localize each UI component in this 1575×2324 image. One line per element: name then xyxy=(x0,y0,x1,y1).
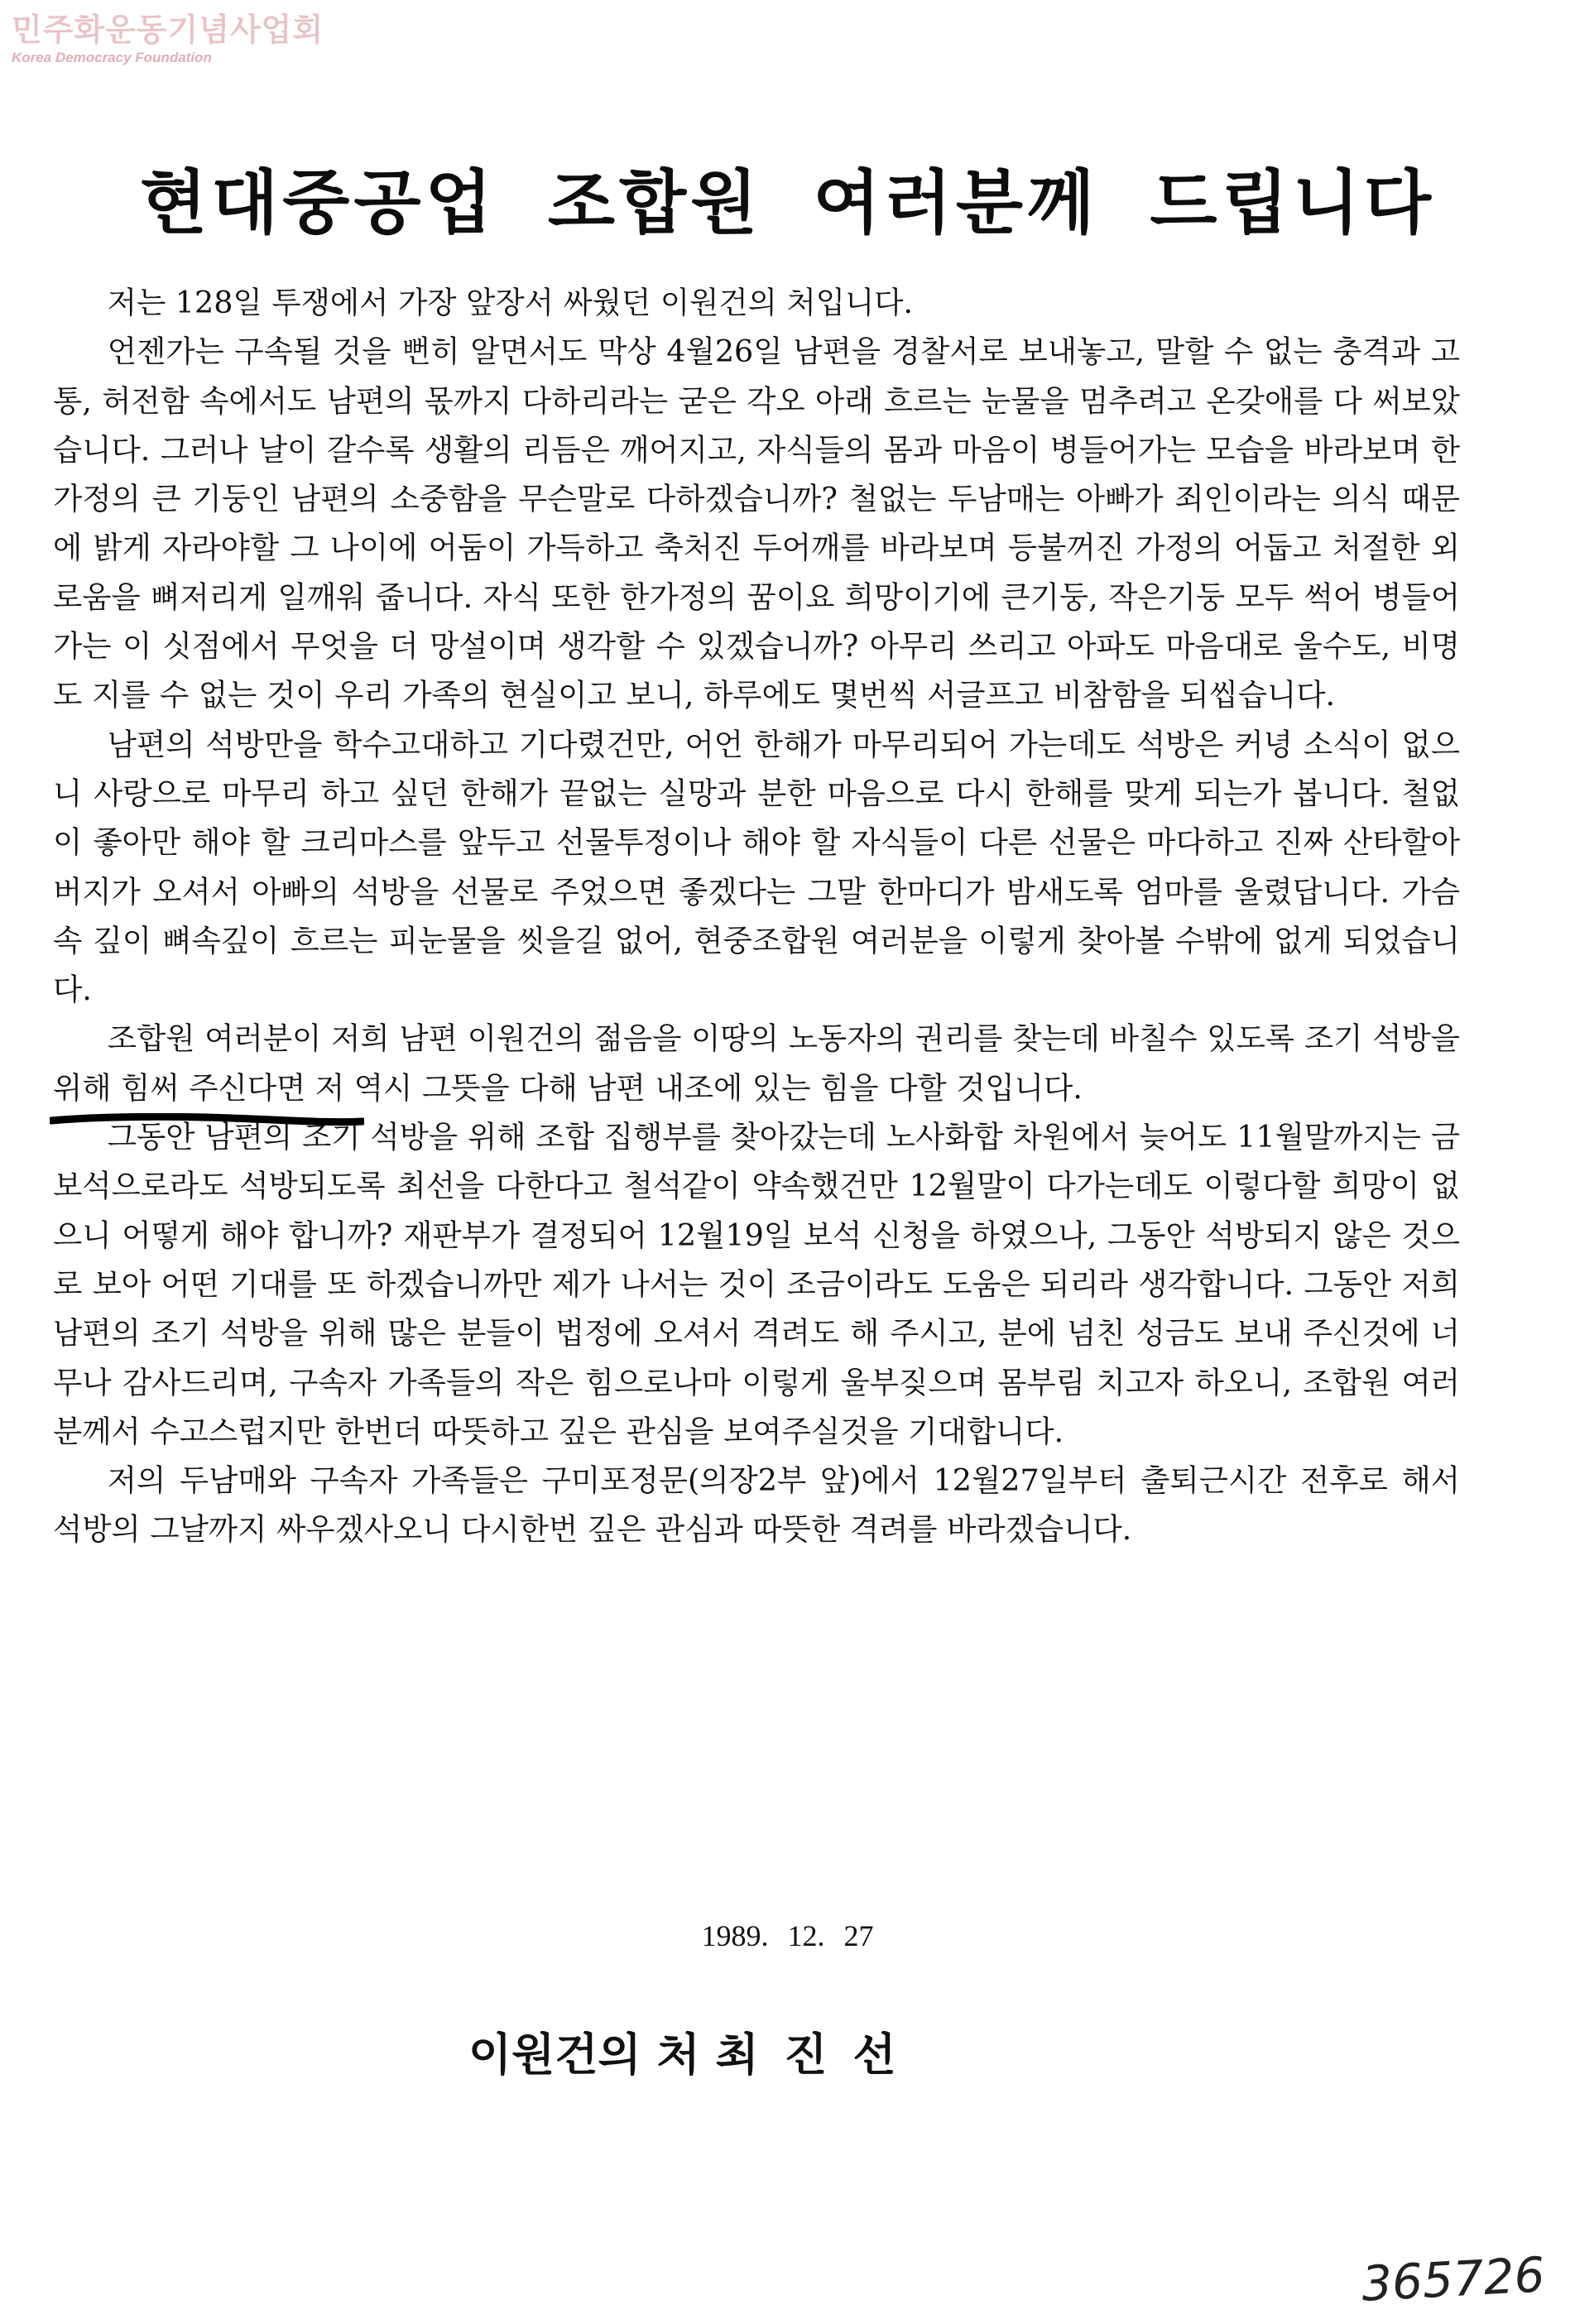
watermark-korean: 민주화운동기념사업회 xyxy=(12,12,324,48)
foundation-watermark xyxy=(12,12,324,66)
document-title: 현대중공업 조합원 여러분께 드립니다 xyxy=(139,162,1436,243)
paragraph-3: 남편의 석방만을 학수고대하고 기다렸건만, 어언 한해가 마무리되어 가는데도 석방은 커녕 소식이 없으니 사랑으로 마무리 하고 싶던 한해가 끝없는 실망과 분한 마음으로 다시 한해를 맞게 되는가 봅니다. 철없이 좋아만 해야 할 크리마스를 앞두고 선물투정이나 해야 할 자식들이 다른 선물은 마다하고 진짜 산타할아버지가 오셔서 아빠의 석방을 선물로 주었으면 좋겠다는 그말 한마디가 밤새도록 엄마를 울렸답니다. 가슴속 깊이 뼈속깊이 흐르는 피눈물을 씻을길 없어, 현중조합원 여러분을 이렇게 찾아볼 수밖에 없게 되었습니다. xyxy=(53,726,1460,1008)
handwritten-archive-number: 365726 xyxy=(1360,2246,1547,2312)
signature-prefix: 이원건의 처 xyxy=(468,2029,700,2081)
signature-name: 최 진 선 xyxy=(715,2029,901,2081)
paragraph-1: 저는 128일 투쟁에서 가장 앞장서 싸웠던 이원건의 처입니다. xyxy=(107,285,914,320)
letter-body xyxy=(53,278,1460,1554)
ink-strike-mark xyxy=(50,1113,364,1126)
paragraph-6: 저의 두남매와 구속자 가족들은 구미포정문(의장2부 앞)에서 12월27일부터 출퇴근시간 전후로 해서 석방의 그날까지 싸우겠사오니 다시한번 깊은 관심과 따뜻한 격려를 바라겠습니다. xyxy=(53,1462,1460,1548)
paragraph-5: 그동안 남편의 조기 석방을 위해 조합 집행부를 찾아갔는데 노사화합 차원에서 늦어도 11월말까지는 금보석으로라도 석방되도록 최선을 다한다고 철석같이 약속했건만 12월말이 다가는데도 이렇다할 희망이 없으니 어떻게 해야 합니까? 재판부가 결정되어 12월19일 보석 신청을 하였으나, 그동안 석방되지 않은 것으로 보아 어떤 기대를 또 하겠습니까만 제가 나서는 것이 조금이라도 도움은 되리라 생각합니다. 그동안 저희 남편의 조기 석방을 위해 많은 분들이 법정에 오셔서 격려도 해 주시고, 분에 넘친 성금도 보내 주신것에 너무나 감사드리며, 구속자 가족들의 작은 힘으로나마 이렇게 울부짖으며 몸부림 치고자 하오니, 조합원 여러분께서 수고스럽지만 한번더 따뜻하고 깊은 관심을 보여주실것을 기대합니다. xyxy=(53,1119,1460,1449)
paragraph-4: 조합원 여러분이 저희 남편 이원건의 젊음을 이땅의 노동자의 권리를 찾는데 바칠수 있도록 조기 석방을 위해 힘써 주신다면 저 역시 그뜻을 다해 남편 내조에 있는 힘을 다할 것입니다. xyxy=(53,1020,1460,1106)
signature-block xyxy=(468,2019,901,2083)
watermark-english: Korea Democracy Foundation xyxy=(12,50,212,65)
paragraph-2: 언젠가는 구속될 것을 뻔히 알면서도 막상 4월26일 남편을 경찰서로 보내놓고, 말할 수 없는 충격과 고통, 허전함 속에서도 남편의 몫까지 다하리라는 굳은 각오 아래 흐르는 눈물을 멈추려고 온갖애를 다 써보았습니다. 그러나 날이 갈수록 생활의 리듬은 깨어지고, 자식들의 몸과 마음이 병들어가는 모습을 바라보며 한 가정의 큰 기둥인 남편의 소중함을 무슨말로 다하겠습니까? 철없는 두남매는 아빠가 죄인이라는 의식 때문에 밝게 자라야할 그 나이에 어둠이 가득하고 축처진 두어깨를 바라보며 등불꺼진 가정의 어둡고 처절한 외로움을 뼈저리게 일깨워 줍니다. 자식 또한 한가정의 꿈이요 희망이기에 큰기둥, 작은기둥 모두 썩어 병들어가는 이 싯점에서 무엇을 더 망설이며 생각할 수 있겠습니까? 아무리 쓰리고 아파도 마음대로 울수도, 비명도 지를 수 없는 것이 우리 가족의 현실이고 보니, 하루에도 몇번씩 서글프고 비참함을 되씹습니다. xyxy=(53,334,1460,713)
letter-date: 1989. 12. 27 xyxy=(701,1919,874,1952)
